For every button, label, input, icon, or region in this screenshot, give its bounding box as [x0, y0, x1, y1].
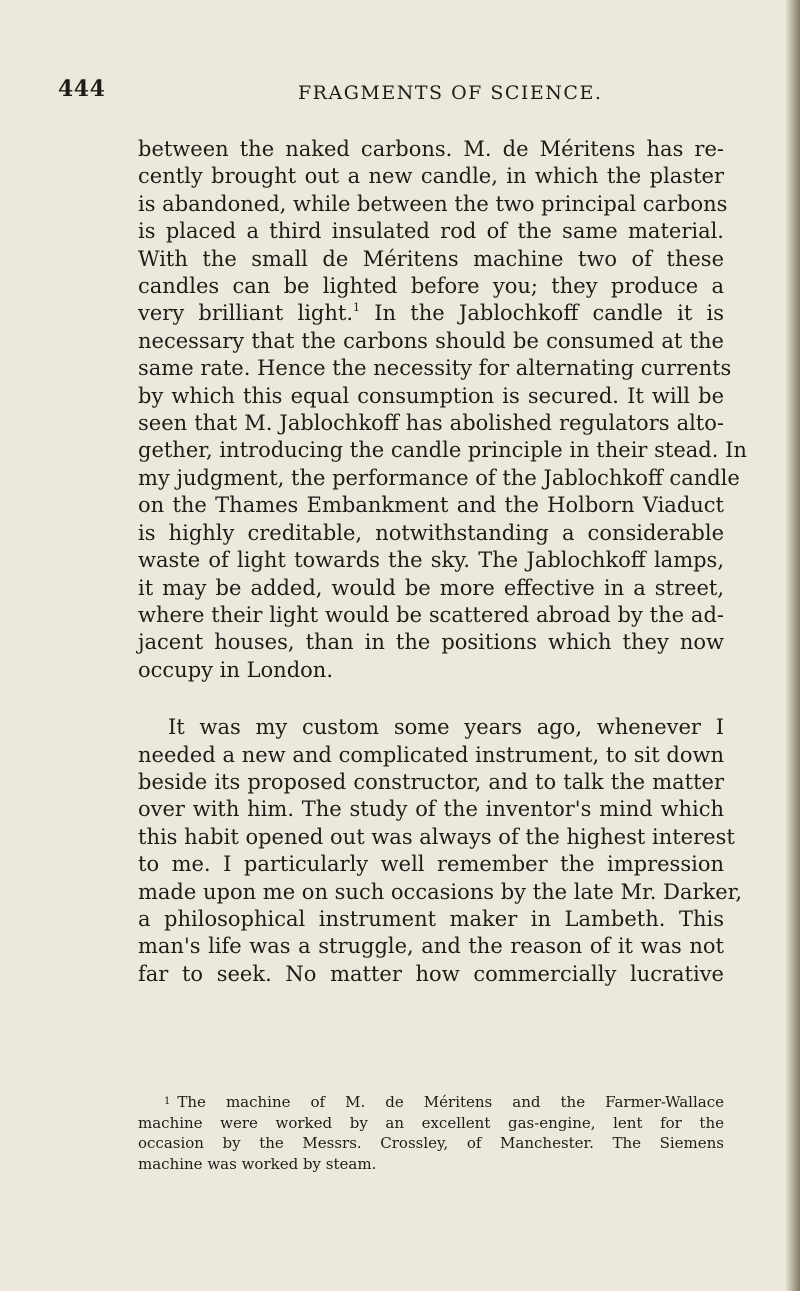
page-header	[0, 76, 800, 112]
text-line: this habit opened out was always of the highest interest	[138, 824, 735, 849]
text-line: a philosophical instrument maker in Lambeth. This	[138, 906, 724, 931]
text-line: necessary that the carbons should be consumed at the	[138, 328, 724, 353]
text-line: beside its proposed constructor, and to talk the matter	[138, 769, 724, 794]
text-segment: In the Jablochkoff candle it is	[360, 301, 724, 326]
footnote-line: machine were worked by an excellent gas-engine, lent for the	[138, 1113, 724, 1132]
text-line: is abandoned, while between the two principal carbons	[138, 191, 728, 216]
text-line: gether, introducing the candle principle in their stead. In	[138, 438, 747, 463]
text-line: seen that M. Jablochkoff has abolished regulators alto-	[138, 411, 724, 436]
text-line: man's life was a struggle, and the reason of it was not	[138, 934, 724, 959]
footnote-mark: 1	[164, 1096, 171, 1107]
text-line: made upon me on such occasions by the late Mr. Darker,	[138, 879, 743, 904]
footnote-line: occasion by the Messrs. Crossley, of Manchester. The Siemens	[138, 1134, 724, 1152]
text-line: it may be added, would be more effective in a street,	[138, 575, 724, 600]
text-line: my judgment, the performance of the Jablochkoff candle	[138, 465, 740, 490]
text-line: where their light would be scattered abroad by the ad-	[138, 602, 724, 627]
text-line: by which this equal consumption is secured. It will be	[138, 383, 724, 408]
text-line	[138, 300, 724, 327]
text-line: candles can be lighted before you; they produce a	[138, 274, 724, 299]
paragraph-2	[138, 714, 743, 988]
paragraph-gap	[138, 684, 724, 714]
text-segment: The machine of M. de Méritens and the Farmer-Wallace	[177, 1093, 724, 1111]
text-line: With the small de Méritens machine two of these	[138, 246, 724, 271]
text-line: is placed a third insulated rod of the same material.	[138, 219, 724, 244]
paragraph-1	[138, 136, 747, 684]
page-edge	[786, 0, 800, 1291]
text-line: on the Thames Embankment and the Holborn Viaduct	[138, 493, 724, 518]
footnote-line	[138, 1092, 724, 1113]
text-line: occupy in London.	[138, 657, 333, 682]
text-line: between the naked carbons. M. de Méritens has re-	[138, 137, 724, 161]
text-line: same rate. Hence the necessity for alternating currents	[138, 356, 732, 381]
footnote-line: machine was worked by steam.	[138, 1154, 377, 1173]
text-line: over with him. The study of the inventor's mind which	[138, 797, 724, 822]
text-line: waste of light towards the sky. The Jablochkoff lamps,	[138, 548, 724, 573]
running-title: FRAGMENTS OF SCIENCE.	[298, 82, 603, 104]
text-line: jacent houses, than in the positions which they now	[138, 630, 724, 655]
text-line: far to seek. No matter how commercially lucrative	[138, 961, 724, 986]
body-text	[138, 136, 747, 988]
text-line: to me. I particularly well remember the impression	[138, 852, 724, 877]
text-line: needed a new and complicated instrument, to sit down	[138, 742, 724, 767]
text-line: It was my custom some years ago, whenever I	[168, 715, 724, 740]
page-number: 444	[58, 76, 106, 102]
footnote-reference: 1	[353, 301, 361, 315]
text-line: is highly creditable, notwithstanding a considerable	[138, 520, 724, 545]
text-segment: very brilliant light.	[138, 301, 354, 326]
footnote	[138, 1092, 724, 1174]
text-line: cently brought out a new candle, in which the plaster	[138, 164, 724, 189]
